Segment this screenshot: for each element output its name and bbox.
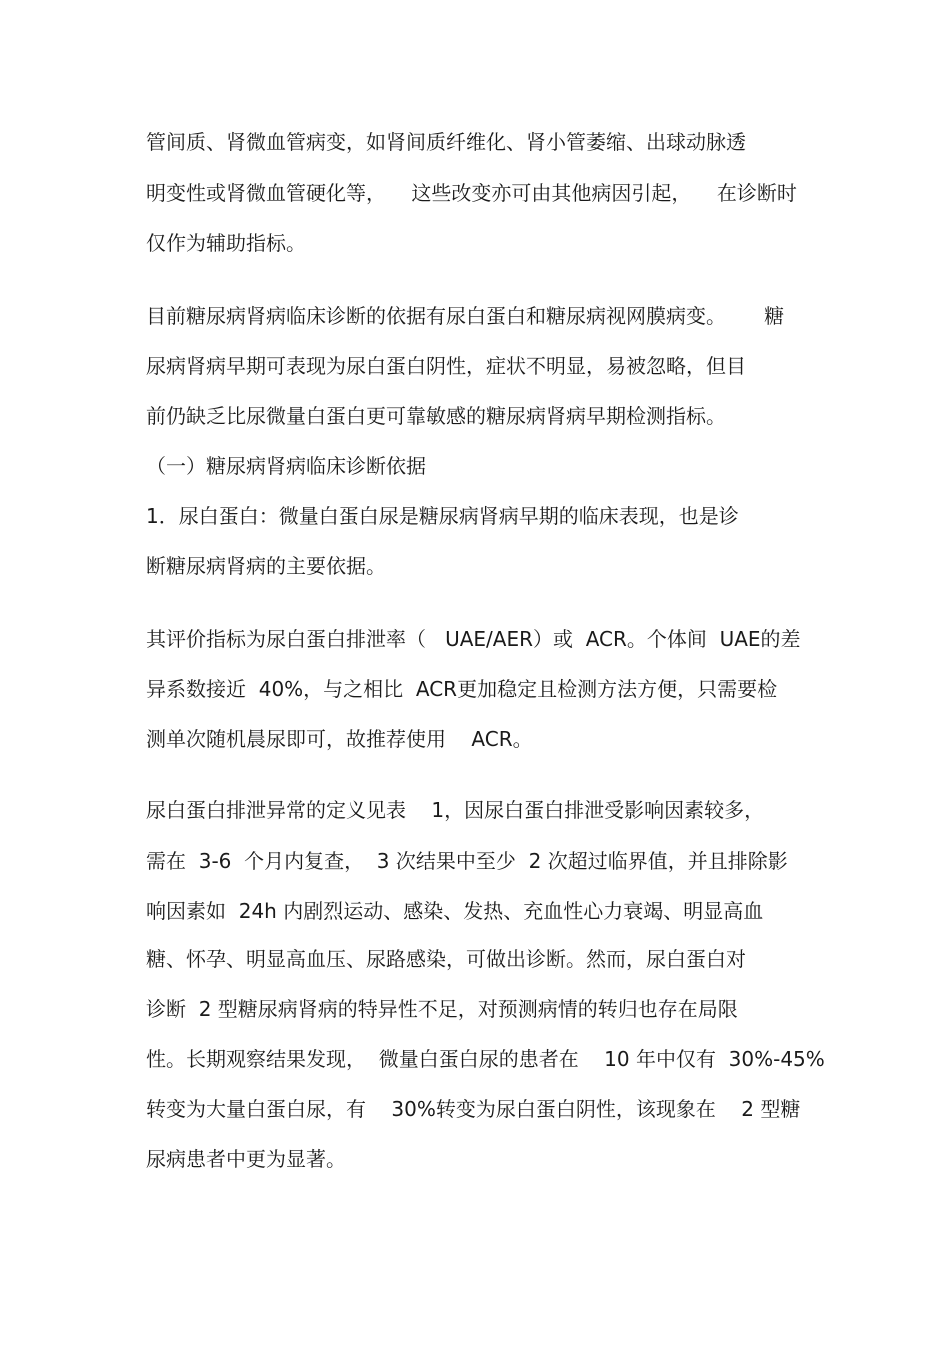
text-line: 需在 3-6 个月内复查， 3 次结果中至少 2 次超过临界值，并且排除影 — [146, 849, 788, 873]
text-line: 转变为大量白蛋白尿，有 30%转变为尿白蛋白阴性，该现象在 2 型糖 — [146, 1097, 801, 1121]
text-line: 诊断 2 型糖尿病肾病的特异性不足，对预测病情的转归也存在局限 — [146, 997, 738, 1021]
text-line: 尿病患者中更为显著。 — [146, 1147, 346, 1171]
text-line: 测单次随机晨尿即可，故推荐使用 ACR。 — [146, 727, 533, 751]
text-line: 性。长期观察结果发现， 微量白蛋白尿的患者在 10 年中仅有 30%-45% — [146, 1047, 825, 1071]
text-line: 尿白蛋白排泄异常的定义见表 1，因尿白蛋白排泄受影响因素较多， — [146, 798, 765, 822]
text-line: 管间质、肾微血管病变，如肾间质纤维化、肾小管萎缩、出球动脉透 — [146, 130, 746, 154]
text-line: 1．尿白蛋白：微量白蛋白尿是糖尿病肾病早期的临床表现，也是诊 — [146, 504, 739, 528]
text-line: 异系数接近 40%，与之相比 ACR更加稳定且检测方法方便，只需要检 — [146, 677, 778, 701]
text-line: 尿病肾病早期可表现为尿白蛋白阴性，症状不明显，易被忽略，但目 — [146, 354, 746, 378]
text-line: 断糖尿病肾病的主要依据。 — [146, 554, 386, 578]
text-line: 明变性或肾微血管硬化等， 这些改变亦可由其他病因引起， 在诊断时 — [146, 181, 797, 205]
text-line: 目前糖尿病肾病临床诊断的依据有尿白蛋白和糖尿病视网膜病变。 糖 — [146, 304, 785, 328]
text-line: 糖、怀孕、明显高血压、尿路感染，可做出诊断。然而，尿白蛋白对 — [146, 947, 746, 971]
text-line: 其评价指标为尿白蛋白排泄率（ UAE/AER）或 ACR。个体间 UAE的差 — [146, 627, 801, 651]
text-line: 响因素如 24h 内剧烈运动、感染、发热、充血性心力衰竭、明显高血 — [146, 899, 764, 923]
text-line: 仅作为辅助指标。 — [146, 231, 306, 255]
text-line: 前仍缺乏比尿微量白蛋白更可靠敏感的糖尿病肾病早期检测指标。 — [146, 404, 726, 428]
section-heading: （一）糖尿病肾病临床诊断依据 — [146, 454, 426, 478]
